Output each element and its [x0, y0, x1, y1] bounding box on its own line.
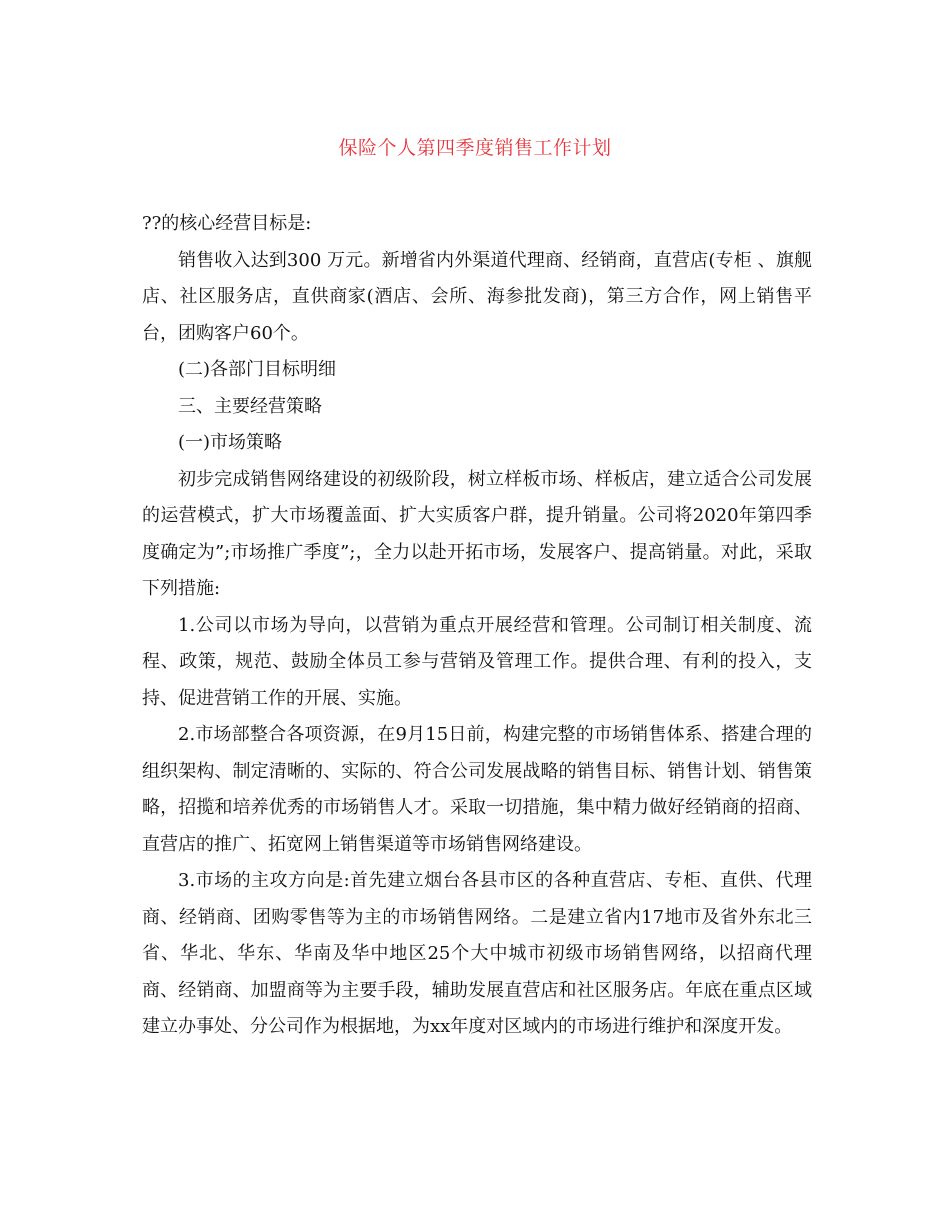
paragraph-core-goal-heading: ??的核心经营目标是:	[142, 213, 312, 234]
paragraph-sales-target: 销售收入达到300 万元。新增省内外渠道代理商、经销商，直营店(专柜 、旗舰店、社区服务店，直供商家(酒店、会所、海参批发商)，第三方合作，网上销售平台，团购客户60个。	[142, 249, 812, 344]
paragraph-measure-3: 3.市场的主攻方向是:首先建立烟台各县市区的各种直营店、专柜、直供、代理商、经销商、团购零售等为主的市场销售网络。二是建立省内17地市及省外东北三省、华北、华东、华南及华中地区25个大中城市初级市场销售网络，以招商代理商、经销商、加盟商等为主要手段，辅助发展直营店和社区服务店。年底在重点区域建立办事处、分公司作为根据地，为xx年度对区域内的市场进行维护和深度开发。	[142, 870, 812, 1037]
document-body	[142, 206, 812, 1046]
document-title: 保险个人第四季度销售工作计划	[338, 137, 612, 159]
paragraph-market-strategy: 初步完成销售网络建设的初级阶段，树立样板市场、样板店，建立适合公司发展的运营模式，扩大市场覆盖面、扩大实质客户群，提升销量。公司将2020年第四季度确定为”;市场推广季度”;，全力以赴开拓市场，发展客户、提高销量。对此，采取下列措施:	[142, 468, 812, 599]
paragraph-market-strategy-heading: (一)市场策略	[178, 432, 283, 453]
paragraph-measure-2: 2.市场部整合各项资源，在9月15日前，构建完整的市场销售体系、搭建合理的组织架构、制定清晰的、实际的、符合公司发展战略的销售目标、销售计划、销售策略，招揽和培养优秀的市场销售人才。采取一切措施，集中精力做好经销商的招商、直营店的推广、拓宽网上销售渠道等市场销售网络建设。	[142, 724, 812, 855]
paragraph-strategy-heading: 三、主要经营策略	[178, 395, 322, 417]
paragraph-department-goals: (二)各部门目标明细	[178, 359, 337, 380]
paragraph-measure-1: 1.公司以市场为导向，以营销为重点开展经营和管理。公司制订相关制度、流程、政策，规范、鼓励全体员工参与营销及管理工作。提供合理、有利的投入，支持、促进营销工作的开展、实施。	[142, 614, 812, 709]
